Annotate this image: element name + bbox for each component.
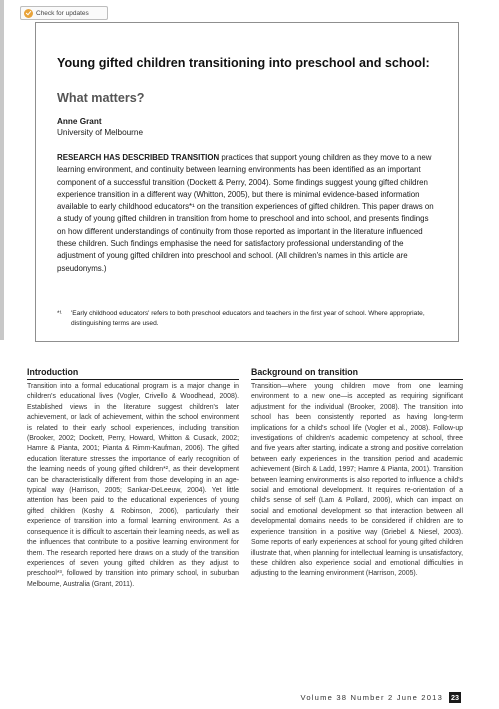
- abstract: [57, 152, 439, 275]
- article-title: Young gifted children transitioning into preschool and school:: [57, 56, 430, 70]
- article-subtitle: What matters?: [57, 91, 145, 105]
- background-body: Transition—where young children move from one learning environment to a new one—is accepted as requiring significant adjustment for the individual (Brooker, 2008). The transition into school has been consistently reported as having long-term implications for a child's school life (Vogler et al., 2008). Follow-up investigations of children's academic competency at school, three and five years after starting, indicate a strong and positive correlation between early experiences in the transition period and academic achievement (Birch & Ladd, 1997; Hamre & Pianta, 2001). Transition between learning environments is also reported to influence a child's social and emotional development. It requires re-orientation of a child's sense of self (Lam & Pollard, 2006), which can impact on social and emotional development so that interaction between all developmental domains needs to be considered if children are to experience transition in a positive way (Griebel & Niesel, 2003). Some reports of early experiences at school for young gifted children illustrate that, when planning for intellectual learning is unsatisfactory, these children also experience social and emotional difficulties in adjusting to the learning environment (Harrison, 2005).: [251, 383, 463, 578]
- page-number: 23: [451, 693, 459, 702]
- margin-bar: [0, 0, 4, 340]
- introduction-body: Transition into a formal educational program is a major change in children's educational lives (Vogler, Crivello & Woodhead, 2008). Established views in the literature suggest children's later achievement, or lack of achievement, within the school environment is related to their early school experiences, including transition (Brooker, 2002; Dockett, Perry, Howard, Whitton & Cusack, 2002; Hamre & Pianta, 2001; Pianta & Rimm-Kaufman, 2006). The gifted education literature stresses the importance of early recognition of the learning needs of young gifted children*², as their development can be characteristically different from those developing in an age-typical way (Harrison, 2005; Sankar-DeLeeuw, 2004). Yet little attention has been paid to the educational experiences of young gifted children (Koshy & Robinson, 2006), particularly their experience of transition into a formal learning environment. As a consequence it is difficult to ascertain their learning needs, as well as the influences that contribute to a positive learning environment for them. The research reported here draws on a study of the transition experiences of seven young gifted children as they adjust to preschool*³, followed by transition into primary school, in suburban Melbourne, Australia (Grant, 2011).: [27, 383, 239, 588]
- author-affiliation: University of Melbourne: [57, 128, 144, 137]
- abstract-body: practices that support young children as they move to a new learning environment, and continuity between learning environments has been identified as an important component of a successful transition (Dockett & Perry, 2004). Some findings suggest young gifted children experience transition in a different way (Whitton, 2005), but there is minimal evidence-based information available to early childhood educators*¹ on the transition experiences of gifted children. This paper draws on a study of young gifted children in transition from home to preschool and into school, and presents findings on how different understandings of continuity from those reported as important in the literature influenced these children. Such findings emphasise the need for satisfactory professional understanding of the adjustment of young gifted children into preschool and school. (All children's names in this article are pseudonyms.): [57, 153, 434, 273]
- footnote-mark: *¹: [57, 310, 62, 317]
- check-icon: [24, 9, 33, 18]
- footnote-text: 'Early childhood educators' refers to both preschool educators and teachers in the first year of school. Where appropriate, distinguishing terms are used.: [71, 310, 425, 327]
- check-for-updates-badge[interactable]: [20, 6, 108, 20]
- author-name: Anne Grant: [57, 117, 102, 126]
- background-heading: Background on transition: [251, 367, 463, 380]
- badge-label: Check for updates: [36, 9, 89, 17]
- introduction-heading: Introduction: [27, 367, 239, 380]
- journal-info: Volume 38 Number 2 June 2013: [300, 693, 443, 702]
- abstract-lead: RESEARCH HAS DESCRIBED TRANSITION: [57, 153, 220, 162]
- page-footer: [300, 692, 461, 703]
- footnote: [57, 309, 447, 328]
